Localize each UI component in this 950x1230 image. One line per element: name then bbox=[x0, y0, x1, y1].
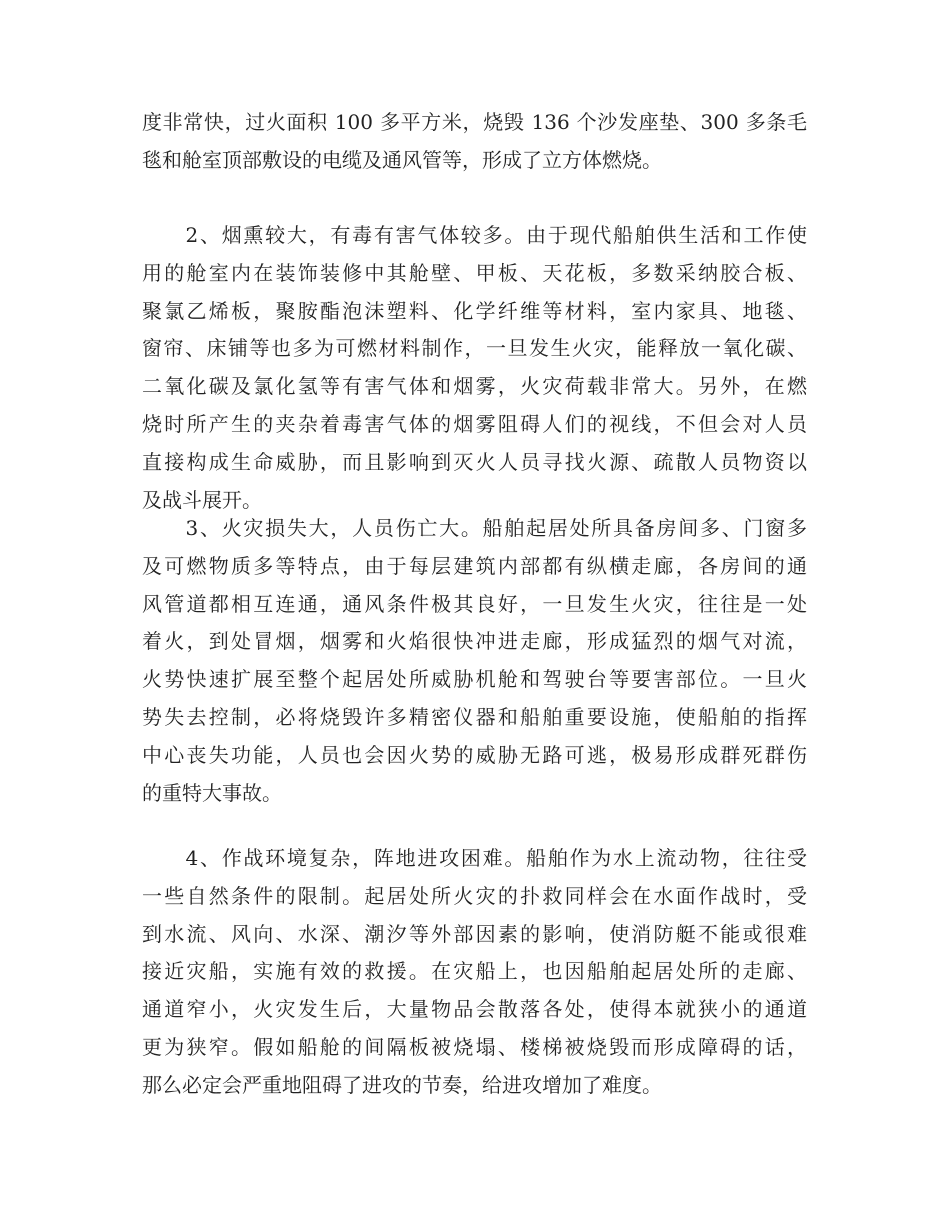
paragraph-line: 更为狭窄。假如船舱的间隔板被烧塌、楼梯被烧毁而形成障碍的话， bbox=[142, 1034, 807, 1059]
paragraph-1 bbox=[142, 104, 807, 180]
paragraph-line: 风管道都相互连通，通风条件极其良好，一旦发生火灾，往往是一处 bbox=[142, 591, 807, 616]
paragraph-line: 2、烟熏较大，有毒有害气体较多。由于现代船舶供生活和工作使 bbox=[142, 223, 807, 247]
paragraph-line: 3、火灾损失大，人员伤亡大。船舶起居处所具备房间多、门窗多 bbox=[142, 516, 807, 540]
paragraph-line: 烧时所产生的夹杂着毒害气体的烟雾阻碍人们的视线，不但会对人员 bbox=[142, 411, 807, 436]
paragraph-line: 度非常快，过火面积 100 多平方米，烧毁 136 个沙发座垫、300 多条毛 bbox=[142, 110, 807, 134]
paragraph-line: 的重特大事故。 bbox=[142, 780, 282, 805]
paragraph-line: 通道窄小，火灾发生后，大量物品会散落各处，使得本就狭小的通道 bbox=[142, 997, 807, 1022]
paragraph-line: 到水流、风向、水深、潮汐等外部因素的影响，使消防艇不能或很难 bbox=[142, 921, 807, 946]
paragraph-line: 及战斗展开。 bbox=[142, 487, 262, 512]
paragraph-line: 直接构成生命威胁，而且影响到灭火人员寻找火源、疏散人员物资以 bbox=[142, 449, 807, 474]
paragraph-line: 中心丧失功能，人员也会因火势的威胁无路可逃，极易形成群死群伤 bbox=[142, 742, 807, 767]
paragraph-line: 聚氯乙烯板，聚胺酯泡沫塑料、化学纤维等材料，室内家具、地毯、 bbox=[142, 298, 807, 323]
paragraph-2 bbox=[142, 217, 807, 519]
paragraph-line: 窗帘、床铺等也多为可燃材料制作，一旦发生火灾，能释放一氧化碳、 bbox=[142, 336, 807, 361]
paragraph-line: 火势快速扩展至整个起居处所威胁机舱和驾驶台等要害部位。一旦火 bbox=[142, 667, 807, 692]
paragraph-line: 二氧化碳及氯化氢等有害气体和烟雾，火灾荷载非常大。另外，在燃 bbox=[142, 374, 807, 399]
paragraph-line: 势失去控制，必将烧毁许多精密仪器和船舶重要设施，使船舶的指挥 bbox=[142, 704, 807, 729]
paragraph-line: 毯和舱室顶部敷设的电缆及通风管等，形成了立方体燃烧。 bbox=[142, 147, 662, 172]
paragraph-line: 着火，到处冒烟，烟雾和火焰很快冲进走廊，形成猛烈的烟气对流， bbox=[142, 629, 807, 654]
paragraph-line: 接近灾船，实施有效的救援。在灾船上，也因船舶起居处所的走廊、 bbox=[142, 959, 807, 984]
paragraph-line: 4、作战环境复杂，阵地进攻困难。船舶作为水上流动物，往往受 bbox=[142, 846, 807, 870]
paragraph-line: 那么必定会严重地阻碍了进攻的节奏，给进攻增加了难度。 bbox=[142, 1072, 662, 1097]
paragraph-line: 一些自然条件的限制。起居处所火灾的扑救同样会在水面作战时，受 bbox=[142, 883, 807, 908]
paragraph-line: 及可燃物质多等特点，由于每层建筑内部都有纵横走廊，各房间的通 bbox=[142, 553, 807, 578]
paragraph-4 bbox=[142, 840, 807, 1105]
paragraph-3 bbox=[142, 510, 807, 812]
paragraph-line: 用的舱室内在装饰装修中其舱壁、甲板、天花板，多数采纳胶合板、 bbox=[142, 260, 807, 285]
